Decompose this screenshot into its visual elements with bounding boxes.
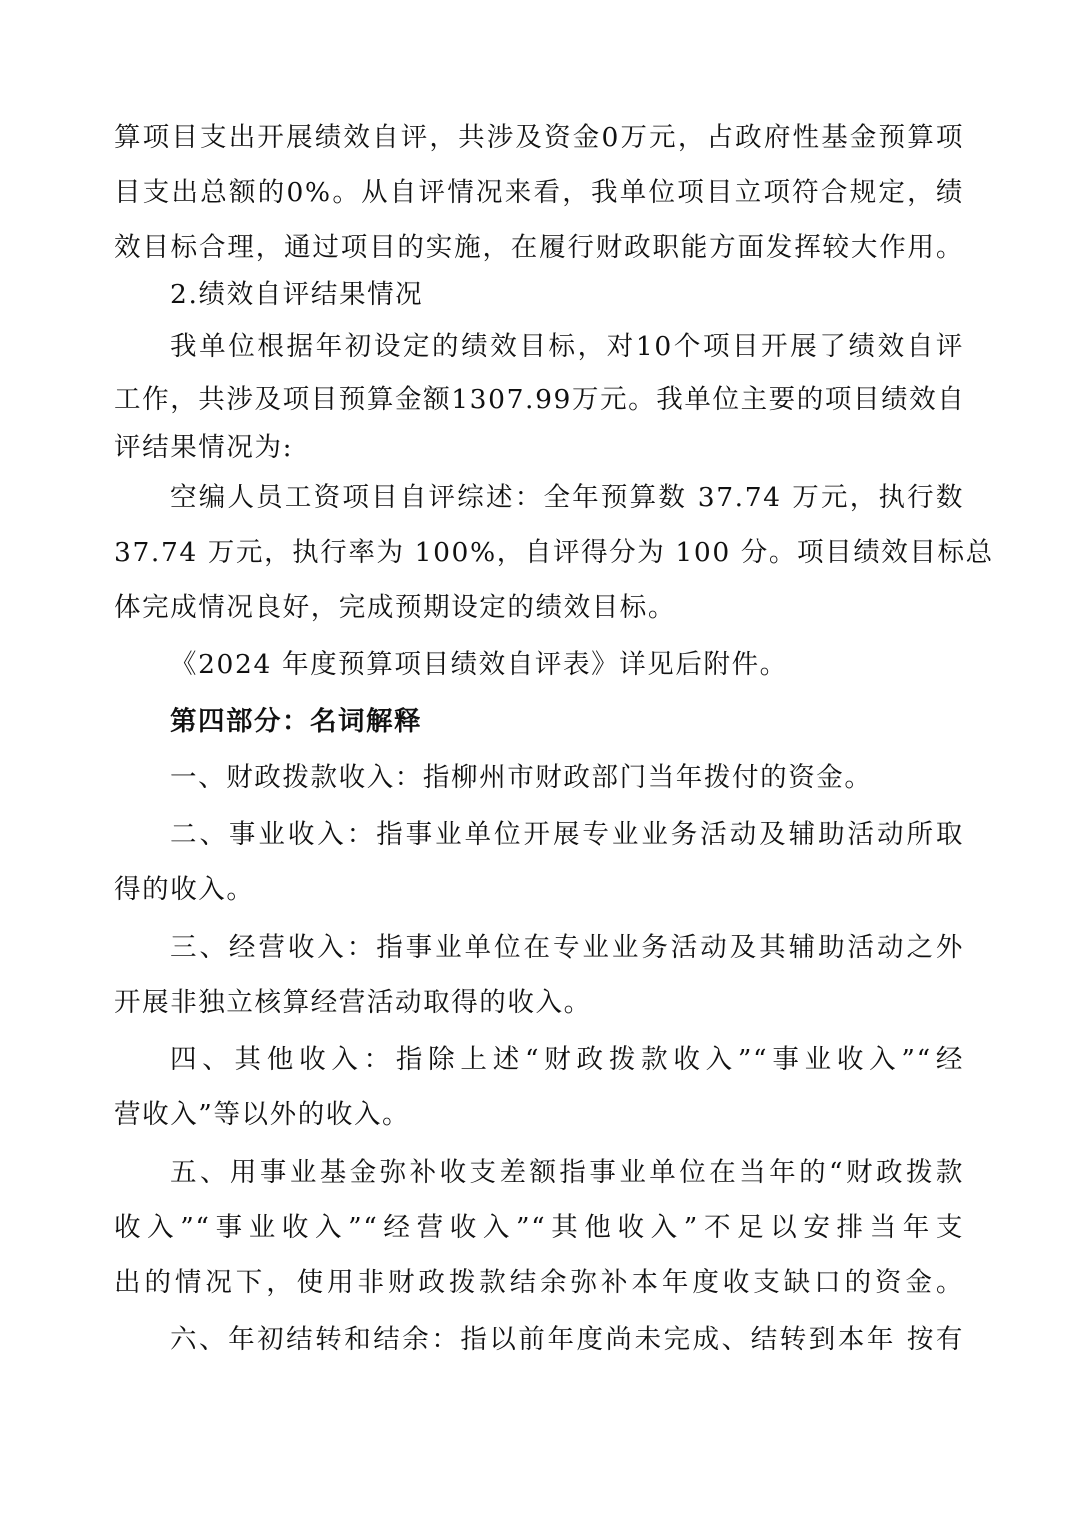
- text-line: 一、财政拨款收入：指柳州市财政部门当年拨付的资金。: [170, 762, 873, 793]
- text-line: 评结果情况为:: [114, 432, 294, 463]
- text-line: 目支出总额的0%。从自评情况来看，我单位项目立项符合规定，绩: [114, 177, 964, 208]
- text-line: 37.74 万元，执行率为 100%，自评得分为 100 分。项目绩效目标总: [114, 537, 994, 568]
- text-line: 开展非独立核算经营活动取得的收入。: [114, 987, 592, 1018]
- text-line: 空编人员工资项目自评综述：全年预算数 37.74 万元，执行数: [170, 482, 964, 513]
- text-line: 收入”“事业收入”“经营收入”“其他收入”不足以安排当年支: [114, 1212, 964, 1243]
- section-heading: 第四部分：名词解释: [170, 706, 422, 737]
- text-line: 五、用事业基金弥补收支差额指事业单位在当年的“财政拨款: [170, 1157, 964, 1188]
- text-line: 出的情况下，使用非财政拨款结余弥补本年度收支缺口的资金。: [114, 1267, 964, 1298]
- text-line: 营收入”等以外的收入。: [114, 1099, 411, 1130]
- text-line: 六、年初结转和结余：指以前年度尚未完成、结转到本年 按有: [170, 1324, 964, 1355]
- text-line: 得的收入。: [114, 874, 255, 905]
- text-line: 我单位根据年初设定的绩效目标，对10个项目开展了绩效自评: [170, 331, 964, 362]
- text-line: 工作，共涉及项目预算金额1307.99万元。我单位主要的项目绩效自: [114, 384, 966, 415]
- text-line: 四、其他收入：指除上述“财政拨款收入”“事业收入”“经: [170, 1044, 964, 1075]
- text-line: 体完成情况良好，完成预期设定的绩效目标。: [114, 592, 676, 623]
- text-line: 效目标合理，通过项目的实施，在履行财政职能方面发挥较大作用。: [114, 232, 964, 263]
- text-line: 《2024 年度预算项目绩效自评表》详见后附件。: [170, 649, 788, 680]
- text-line: 算项目支出开展绩效自评，共涉及资金0万元，占政府性基金预算项: [114, 122, 964, 153]
- text-line: 二、事业收入：指事业单位开展专业业务活动及辅助活动所取: [170, 819, 964, 850]
- text-line: 三、经营收入：指事业单位在专业业务活动及其辅助活动之外: [170, 932, 964, 963]
- subsection-title: 2.绩效自评结果情况: [170, 279, 424, 310]
